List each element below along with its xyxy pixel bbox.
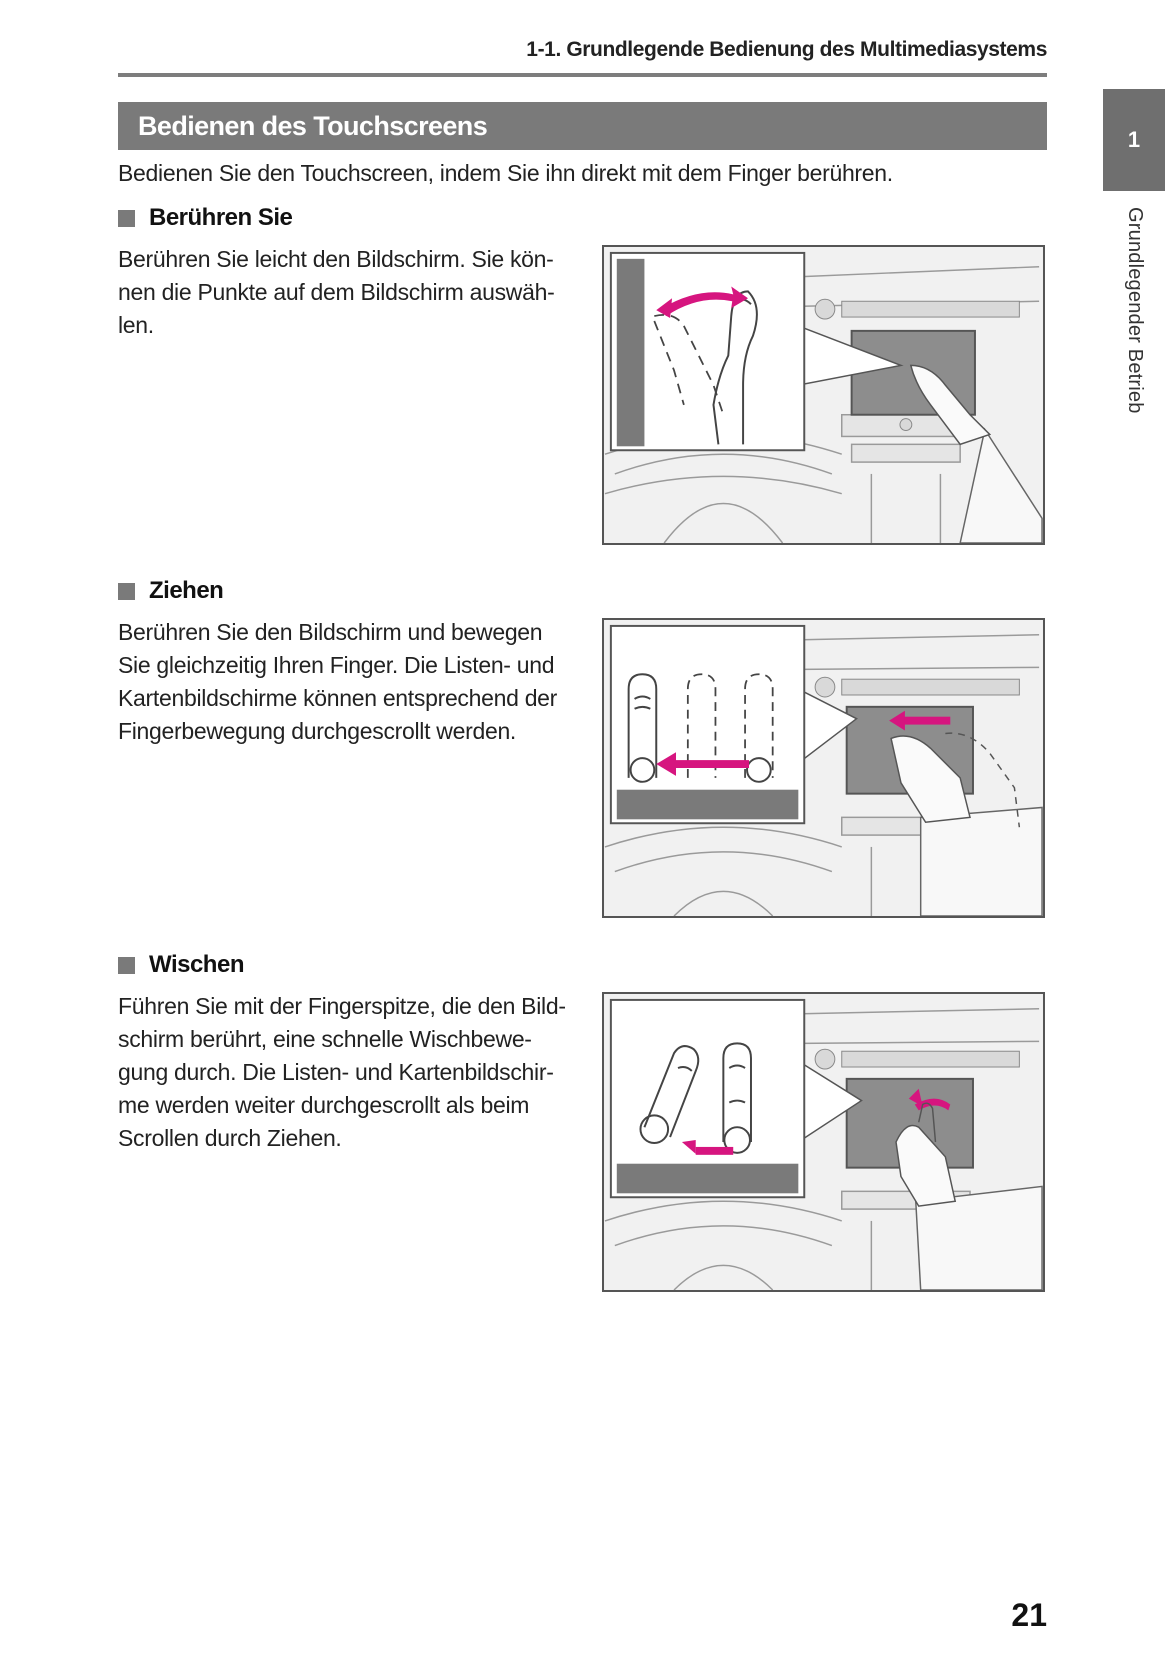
- figure-swipe-illustration: [602, 992, 1045, 1292]
- subheading-drag-text: Ziehen: [149, 577, 224, 604]
- paragraph-swipe: [118, 990, 588, 1155]
- text-line: gung durch. Die Listen- und Kartenbildschir-: [118, 1059, 554, 1085]
- figure-drag-illustration: [602, 618, 1045, 918]
- square-bullet-icon: [118, 957, 135, 974]
- chapter-side-label: Grundlegender Betrieb: [1124, 207, 1146, 414]
- text-line: len.: [118, 312, 154, 338]
- chapter-tab[interactable]: [1103, 89, 1165, 191]
- text-line: Berühren Sie leicht den Bildschirm. Sie kön-: [118, 246, 554, 272]
- section-intro: Bedienen Sie den Touchscreen, indem Sie ihn direkt mit dem Finger berühren.: [118, 160, 893, 186]
- running-title: 1-1. Grundlegende Bedienung des Multimediasystems: [526, 38, 1047, 61]
- header-rule: [118, 73, 1047, 77]
- text-line: Scrollen durch Ziehen.: [118, 1125, 342, 1151]
- section-title-bar: [118, 102, 1047, 150]
- subheading-swipe-text: Wischen: [149, 951, 244, 978]
- text-line: Führen Sie mit der Fingerspitze, die den Bild-: [118, 993, 566, 1019]
- text-line: nen die Punkte auf dem Bildschirm auswäh-: [118, 279, 555, 305]
- subheading-touch: [118, 204, 292, 232]
- section-title: Bedienen des Touchscreens: [138, 110, 488, 141]
- paragraph-touch: [118, 243, 588, 342]
- subheading-swipe: [118, 951, 244, 979]
- text-line: me werden weiter durchgescrollt als beim: [118, 1092, 530, 1118]
- chapter-number: 1: [1127, 127, 1141, 152]
- square-bullet-icon: [118, 210, 135, 227]
- text-line: Kartenbildschirme können entsprechend der: [118, 685, 558, 711]
- square-bullet-icon: [118, 583, 135, 600]
- subheading-touch-text: Berühren Sie: [149, 204, 293, 231]
- text-line: Fingerbewegung durchgescrollt werden.: [118, 718, 517, 744]
- text-line: schirm berührt, eine schnelle Wischbewe-: [118, 1026, 532, 1052]
- page-number: 21: [1011, 1597, 1047, 1633]
- text-line: Berühren Sie den Bildschirm und bewegen: [118, 619, 543, 645]
- paragraph-drag: [118, 616, 588, 748]
- text-line: Sie gleichzeitig Ihren Finger. Die Listen- und: [118, 652, 555, 678]
- subheading-drag: [118, 577, 223, 605]
- figure-touch-illustration: [602, 245, 1045, 545]
